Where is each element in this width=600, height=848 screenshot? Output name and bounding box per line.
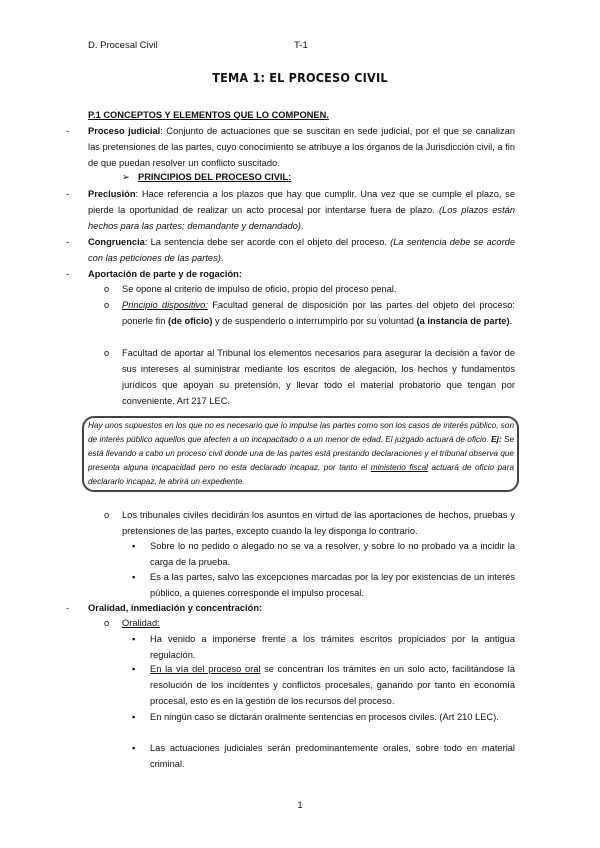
congruencia-term: Congruencia xyxy=(88,237,145,247)
page-number: 1 xyxy=(297,800,303,811)
square-bullet: ▪ xyxy=(132,664,136,674)
dash-bullet: - xyxy=(66,269,70,279)
proceso-judicial-term: Proceso judicial xyxy=(88,126,161,136)
square-bullet: ▪ xyxy=(132,634,136,644)
item2-text-e: . xyxy=(509,316,513,326)
congruencia-italic: (La sentencia debe se acorde con las peticiones de las partes) xyxy=(88,237,516,263)
preclusion-text: : Hace referencia a los plazos que hay que cumplir. Una vez que se cumple el plazo, se pierde la oportunidad de realizar un acto procesal por intentarse fuera de plazo. xyxy=(88,189,515,215)
item2-bold-d: (a instancia de parte) xyxy=(416,316,510,326)
note-text-3: actuará de oficio para declararlo incapaz, le abrirá un expediente. xyxy=(88,463,514,486)
aportacion-item-2 xyxy=(122,297,515,329)
dash-bullet: - xyxy=(66,189,70,199)
proceso-judicial-text: : Conjunto de actuaciones que se suscitan en sede judicial, por el que se canalizan las pretensiones de las partes, cuyo conocimiento se atribuye a los órganos de la Jurisdicción civil, a fin de que puedan resolver un conflicto suscitado. xyxy=(88,126,515,168)
dash-bullet: - xyxy=(66,126,70,136)
aportacion-item-3: Facultad de aportar al Tribunal los elementos necesarios para asegurar la decisión a favor de sus intereses al suministrar mediante los escritos de alegación, los hechos y fundamentos jurídicos que apoyan su pretensión, y llevar todo el material probatorio que tengan por conveniente. Art 217 LEC. xyxy=(122,348,515,406)
principio-dispositivo-term: Principio dispositivo: xyxy=(122,300,208,310)
header-right: T-1 xyxy=(294,40,308,51)
oralidad-b2-text: se concentran los trámites en un solo acto, facilitándose la resolución de los incidentes y conflictos procesales, ganando por tanto en economía procesal, esto es en la gestión de los recursos del proceso. xyxy=(150,664,515,706)
congruencia-paragraph xyxy=(88,234,515,266)
note-ej: Ej: xyxy=(491,435,502,444)
section-heading-p1: P.1 CONCEPTOS Y ELEMENTOS QUE LO COMPONEN. xyxy=(88,110,329,120)
item2-text-c: y de suspenderlo o interrumpirlo por su voluntad xyxy=(212,316,417,326)
oralidad-bullet-1: Ha venido a imponerse frente a los trámites escritos propiciados por la antigua regulación. xyxy=(150,634,515,660)
circle-bullet: o xyxy=(104,348,110,358)
oralidad-b2-underlined: En la vía del proceso oral xyxy=(150,664,261,674)
oralidad-bullet-4: Las actuaciones judiciales serán predominantemente orales, sobre todo en material criminal. xyxy=(150,743,515,769)
tribunales-sub-1: Sobre lo no pedido o alegado no se va a resolver, y sobre lo no probado va a incidir la carga de la prueba. xyxy=(150,541,515,567)
oralidad-heading: Oralidad, inmediación y concentración: xyxy=(88,603,263,613)
oralidad-bullet-2 xyxy=(150,661,515,709)
note-text-1: Hay unos supuestos en los que no es necesario que lo impulse las partes como son los casos de interés público, son de interés público aquellos que afecten a un incapacitado o a un menor de edad. El juzgado actuará de oficio. xyxy=(88,421,514,444)
dash-bullet: - xyxy=(66,237,70,247)
note-box-text xyxy=(88,419,514,489)
item2-text-a: Facultad general de disposición por las partes del objeto del proceso: ponerle fin xyxy=(122,300,515,326)
proceso-judicial-paragraph xyxy=(88,123,515,171)
circle-bullet: o xyxy=(104,618,110,628)
page-title: TEMA 1: EL PROCESO CIVIL xyxy=(212,70,388,85)
preclusion-term: Preclusión xyxy=(88,189,136,199)
square-bullet: ▪ xyxy=(132,712,136,722)
oralidad-bullet-3: En ningún caso se dictarán oralmente sentencias en procesos civiles. (Art 210 LEC). xyxy=(150,712,499,722)
preclusion-end: . xyxy=(300,221,304,231)
square-bullet: ▪ xyxy=(132,572,136,582)
oralidad-subheading: Oralidad: xyxy=(122,618,160,628)
tribunales-paragraph: Los tribunales civiles decidirán los asuntos en virtud de las aportaciones de hechos, pruebas y pretensiones de las partes, excepto cuando la ley disponga lo contrario. xyxy=(122,510,515,536)
item2-bold-b: (de oficio) xyxy=(168,316,213,326)
congruencia-text: : La sentencia debe ser acorde con el objeto del proceso. xyxy=(144,237,391,247)
dash-bullet: - xyxy=(66,603,70,613)
congruencia-end: . xyxy=(220,253,224,263)
note-underlined: ministerio fiscal xyxy=(370,463,428,472)
header-left: D. Procesal Civil xyxy=(88,40,158,51)
circle-bullet: o xyxy=(104,510,110,520)
preclusion-paragraph xyxy=(88,186,515,234)
principios-heading: PRINCIPIOS DEL PROCESO CIVIL: xyxy=(138,172,292,182)
aportacion-item-1: Se opone al criterio de impulso de oficio, propio del proceso penal. xyxy=(122,284,397,294)
square-bullet: ▪ xyxy=(132,541,136,551)
tribunales-sub-2: Es a las partes, salvo las excepciones marcadas por la ley por existencias de un interés público, a quienes corresponde el impulso procesal. xyxy=(150,572,515,598)
arrow-icon: ➢ xyxy=(122,172,130,182)
aportacion-heading: Aportación de parte y de rogación: xyxy=(88,269,242,279)
note-text-2: Se está llevando a cabo un proceso civil donde una de las partes está prestando declaraciones y el tribunal observa que presenta alguna incapacidad pero no esta declarado incapaz, por tanto el xyxy=(88,435,514,472)
preclusion-italic: (Los plazos están hechos para las partes; demandante y demandado) xyxy=(88,205,516,231)
square-bullet: ▪ xyxy=(132,743,136,753)
circle-bullet: o xyxy=(104,284,110,294)
circle-bullet: o xyxy=(104,300,110,310)
